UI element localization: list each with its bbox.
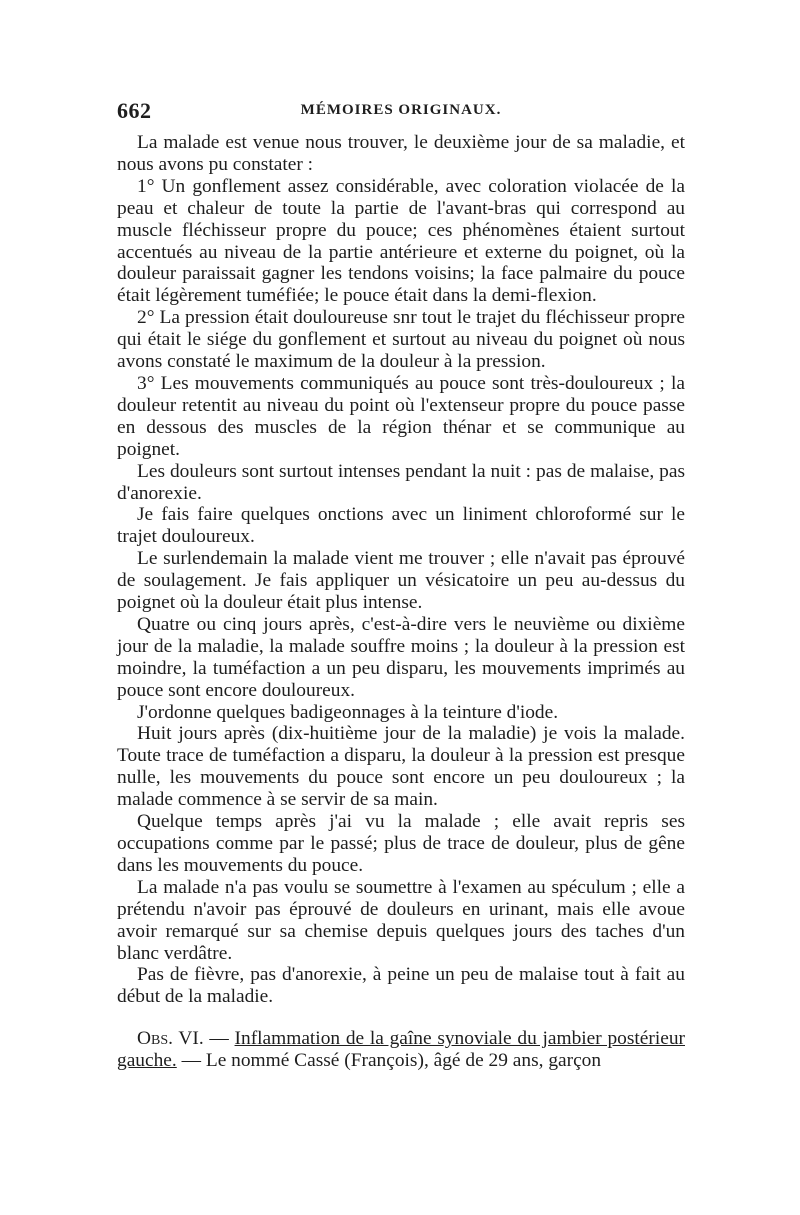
paragraph: 2° La pression était douloureuse snr tout le trajet du fléchisseur propre qui était le siége du gonflement et surtout au niveau du poignet où nous avons constaté le maximum de la douleur à la pression. (117, 307, 685, 373)
paragraph: La malade est venue nous trouver, le deuxième jour de sa maladie, et nous avons pu constater : (117, 132, 685, 175)
paragraph: Le surlendemain la malade vient me trouver ; elle n'avait pas éprouvé de soulagement. Je fais appliquer un vésicatoire un peu au-dessus du poignet où la douleur était plus intense. (117, 548, 685, 614)
page-header (117, 98, 685, 128)
observation-paragraph (117, 1028, 685, 1072)
observation-title: Inflammation de la gaîne synoviale du jambier postérieur gauche. (117, 1028, 685, 1072)
paragraph: Les douleurs sont surtout intenses pendant la nuit : pas de malaise, pas d'anorexie. (117, 460, 685, 504)
observation-label: Obs. VI. (137, 1028, 204, 1050)
paragraph: Quatre ou cinq jours après, c'est-à-dire vers le neuvième ou dixième jour de la maladie, la malade souffre moins ; la douleur à la pression est moindre, la tuméfaction a un peu disparu, les mouvements imprimés au pouce sont encore douloureux. (117, 613, 685, 701)
paragraph: 1° Un gonflement assez considérable, avec coloration violacée de la peau et chaleur de toute la partie de l'avant-bras qui correspond au muscle fléchisseur propre du pouce; ces phénomènes étaient surtout accentués au niveau de la partie antérieure et externe du poignet, où la douleur paraissait gagner les tendons voisins; la face palmaire du pouce était légèrement tuméfiée; le pouce était dans la demi-flexion. (117, 175, 685, 307)
body-text (117, 132, 685, 1072)
observation-dash: — (203, 1028, 235, 1050)
running-head: MÉMOIRES ORIGINAUX. (300, 102, 502, 118)
paragraph: La malade n'a pas voulu se soumettre à l'examen au spéculum ; elle a prétendu n'avoir pas éprouvé de douleurs en urinant, mais elle avoue avoir remarqué sur sa chemise depuis quelques jours des taches d'un blanc verdâtre. (117, 876, 685, 964)
paragraph: Pas de fièvre, pas d'anorexie, à peine un peu de malaise tout à fait au début de la maladie. (117, 964, 685, 1008)
paragraph: J'ordonne quelques badigeonnages à la teinture d'iode. (137, 701, 559, 723)
paragraph: 3° Les mouvements communiqués au pouce sont très-douloureux ; la douleur retentit au niveau du point où l'extenseur propre du pouce passe en dessous des muscles de la région thénar et se communique au poignet. (117, 372, 685, 460)
paragraph: Je fais faire quelques onctions avec un liniment chloroformé sur le trajet douloureux. (117, 504, 685, 548)
paragraph: Huit jours après (dix-huitième jour de la maladie) je vois la malade. Toute trace de tuméfaction a disparu, la douleur à la pression est presque nulle, les mouvements du pouce sont encore un peu douloureux ; la malade commence à se servir de sa main. (117, 723, 685, 811)
section-gap (117, 1008, 685, 1028)
page-number: 662 (117, 98, 152, 123)
observation-body: — Le nommé Cassé (François), âgé de 29 ans, garçon (176, 1050, 602, 1072)
paragraph: Quelque temps après j'ai vu la malade ; elle avait repris ses occupations comme par le passé; plus de trace de douleur, plus de gêne dans les mouvements du pouce. (117, 811, 685, 876)
